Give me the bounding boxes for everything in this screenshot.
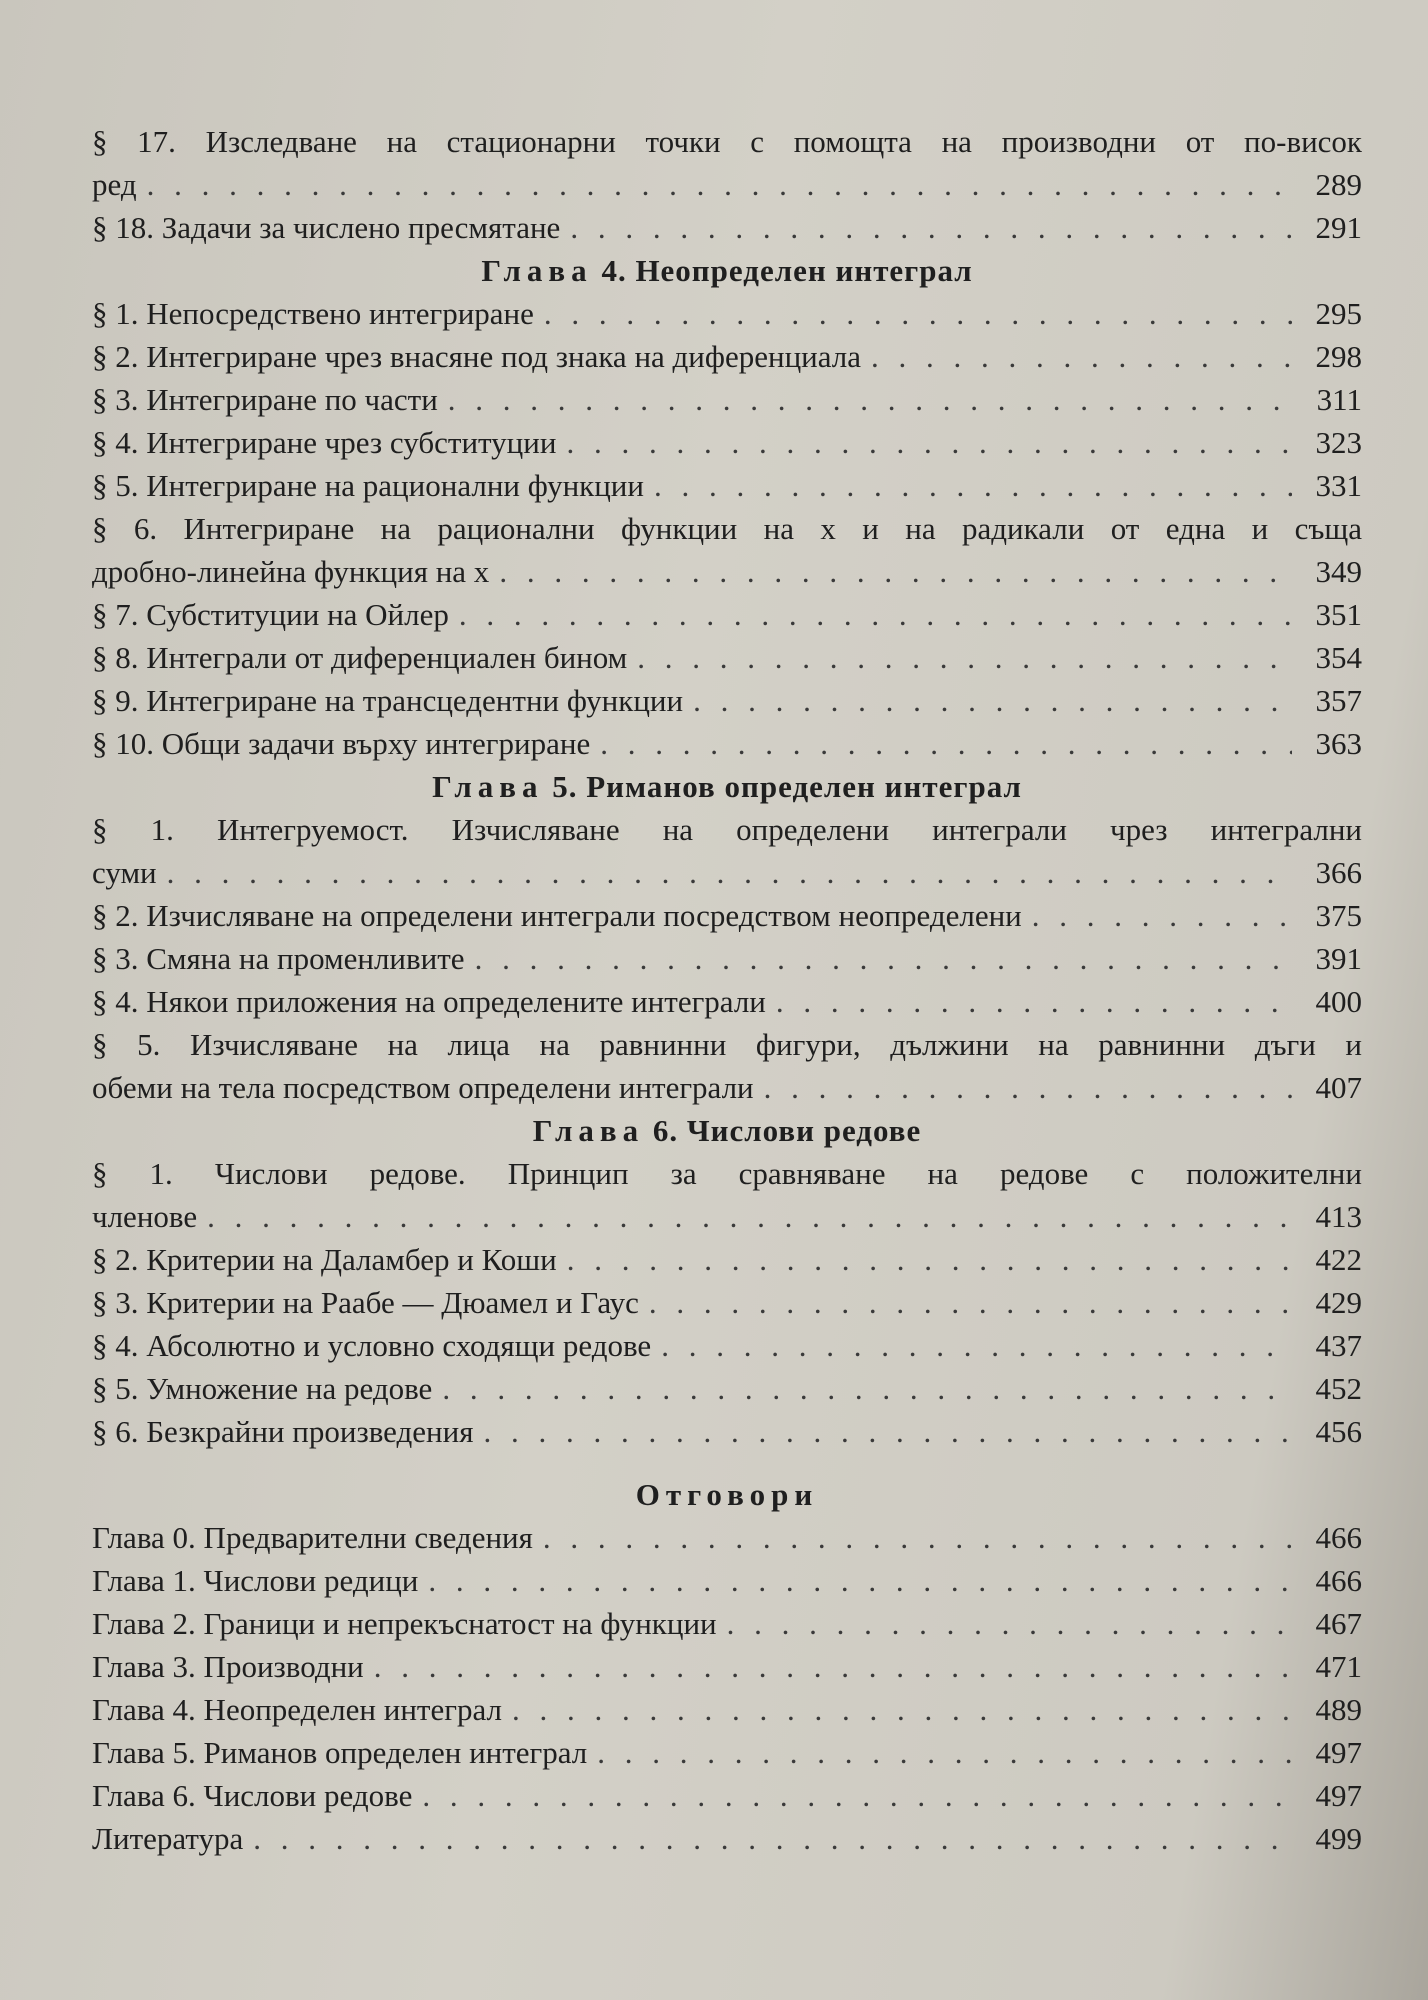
leader-dots [597, 1731, 1292, 1774]
toc-entry-text: § 5. Интегриране на рационални функции [92, 468, 644, 503]
toc-page-number: 351 [1315, 597, 1362, 632]
toc-page-number: 466 [1315, 1563, 1362, 1598]
leader-dots [871, 335, 1292, 378]
toc-page-number: 354 [1315, 640, 1362, 675]
leader-dots [566, 421, 1292, 464]
toc-entry-text: § 8. Интеграли от диференциален бином [92, 640, 628, 675]
toc-entry [92, 1367, 1362, 1410]
toc-entry-text: Глава 6. Числови редове [92, 1778, 413, 1813]
toc-entry-text: § 2. Критерии на Даламбер и Коши [92, 1242, 557, 1277]
table-of-contents [92, 120, 1362, 1860]
toc-entry-text: § 2. Интегриране чрез внасяне под знака на диференциала [92, 339, 862, 374]
leader-dots [428, 1559, 1292, 1602]
toc-entry-text: § 7. Субституции на Ойлер [92, 597, 449, 632]
toc-entry-continuation [92, 851, 1362, 894]
chapter-heading [92, 765, 1362, 808]
toc-entry [92, 1602, 1362, 1645]
toc-entry [92, 1516, 1362, 1559]
leader-dots [543, 1516, 1292, 1559]
leader-dots [459, 593, 1292, 636]
toc-entry-text: § 9. Интегриране на трансцедентни функции [92, 683, 684, 718]
leader-dots [567, 1238, 1292, 1281]
leader-dots [661, 1324, 1292, 1367]
toc-page-number: 422 [1315, 1242, 1362, 1277]
toc-page-number: 497 [1315, 1735, 1362, 1770]
toc-page-number: 437 [1315, 1328, 1362, 1363]
leader-dots [776, 980, 1292, 1023]
leader-dots [544, 292, 1292, 335]
toc-entry [92, 378, 1362, 421]
toc-page-number: 363 [1315, 726, 1362, 761]
toc-entry [92, 1559, 1362, 1602]
toc-page-number: 331 [1315, 468, 1362, 503]
toc-page-number: 471 [1315, 1649, 1362, 1684]
toc-page-number: 497 [1315, 1778, 1362, 1813]
toc-entry-text: обеми на тела посредством определени интеграли [92, 1070, 754, 1105]
leader-dots [167, 851, 1292, 894]
leader-dots [422, 1774, 1292, 1817]
leader-dots [649, 1281, 1292, 1324]
toc-entry-text: членове [92, 1199, 198, 1234]
chapter-title: Числови редове [686, 1113, 922, 1148]
toc-entry [92, 206, 1362, 249]
toc-page-number: 400 [1315, 984, 1362, 1019]
toc-entry-text: Глава 2. Граници и непрекъснатост на функции [92, 1606, 717, 1641]
toc-entry [92, 464, 1362, 507]
toc-entry-text: § 10. Общи задачи върху интегриране [92, 726, 591, 761]
toc-entry [92, 636, 1362, 679]
toc-entry [92, 1281, 1362, 1324]
leader-dots [442, 1367, 1292, 1410]
leader-dots [1032, 894, 1292, 937]
toc-entry [92, 421, 1362, 464]
toc-entry-text: § 6. Интегриране на рационални функции на x и на радикали от една и съща [92, 511, 1362, 546]
toc-page-number: 349 [1315, 554, 1362, 589]
toc-entry [92, 1774, 1362, 1817]
chapter-title: Отговори [635, 1477, 819, 1512]
toc-page-number: 311 [1316, 382, 1362, 417]
chapter-word: Глава [432, 769, 544, 804]
chapter-number: 6. [652, 1113, 679, 1148]
toc-entry-text: Глава 3. Производни [92, 1649, 364, 1684]
toc-entry [92, 335, 1362, 378]
toc-page-number: 323 [1315, 425, 1362, 460]
toc-entry-text: § 4. Интегриране чрез субституции [92, 425, 557, 460]
toc-page-number: 407 [1315, 1070, 1362, 1105]
leader-dots [637, 636, 1292, 679]
toc-entry [92, 593, 1362, 636]
toc-page-number: 429 [1315, 1285, 1362, 1320]
toc-page-number: 291 [1315, 210, 1362, 245]
toc-page-number: 413 [1315, 1199, 1362, 1234]
toc-entry-continuation [92, 163, 1362, 206]
toc-entry-text: § 3. Критерии на Раабе — Дюамел и Гаус [92, 1285, 639, 1320]
toc-entry [92, 937, 1362, 980]
toc-entry [92, 1688, 1362, 1731]
toc-entry [92, 1023, 1362, 1066]
chapter-title: Риманов определен интеграл [586, 769, 1022, 804]
leader-dots [693, 679, 1292, 722]
leader-dots [483, 1410, 1292, 1453]
toc-entry [92, 808, 1362, 851]
toc-entry-text: Глава 0. Предварителни сведения [92, 1520, 533, 1555]
leader-dots [207, 1195, 1292, 1238]
toc-entry-text: ред [92, 167, 137, 202]
leader-dots [764, 1066, 1292, 1109]
toc-entry-text: § 1. Интегруемост. Изчисляване на определени интеграли чрез интегрални [92, 812, 1362, 847]
toc-page-number: 391 [1315, 941, 1362, 976]
toc-page-number: 289 [1315, 167, 1362, 202]
toc-entry-continuation [92, 550, 1362, 593]
toc-entry [92, 980, 1362, 1023]
toc-entry-text: Глава 4. Неопределен интеграл [92, 1692, 502, 1727]
leader-dots [147, 163, 1292, 206]
toc-page-number: 456 [1315, 1414, 1362, 1449]
toc-entry-text: § 6. Безкрайни произведения [92, 1414, 474, 1449]
toc-entry-continuation [92, 1066, 1362, 1109]
toc-page-number: 298 [1315, 339, 1362, 374]
toc-entry-continuation [92, 1195, 1362, 1238]
toc-entry-text: дробно-линейна функция на x [92, 554, 490, 589]
chapter-word: Глава [532, 1113, 645, 1148]
chapter-heading [92, 249, 1362, 292]
toc-entry-text: Литература [92, 1821, 244, 1856]
toc-page-number: 295 [1315, 296, 1362, 331]
toc-entry-text: § 3. Интегриране по части [92, 382, 438, 417]
chapter-heading [92, 1109, 1362, 1152]
toc-entry-text: Глава 1. Числови редици [92, 1563, 419, 1598]
leader-dots [600, 722, 1292, 765]
toc-entry-text: § 1. Непосредствено интегриране [92, 296, 534, 331]
toc-page-number: 375 [1315, 898, 1362, 933]
toc-entry [92, 1410, 1362, 1453]
chapter-word: Глава [481, 253, 593, 288]
toc-page-number: 489 [1315, 1692, 1362, 1727]
chapter-number: 4. [601, 253, 627, 288]
toc-page-number: 452 [1315, 1371, 1362, 1406]
chapter-number: 5. [552, 769, 578, 804]
toc-entry-text: § 4. Абсолютно и условно сходящи редове [92, 1328, 652, 1363]
toc-entry [92, 679, 1362, 722]
toc-entry [92, 1152, 1362, 1195]
toc-entry-text: § 5. Изчисляване на лица на равнинни фигури, дължини на равнинни дъги и [92, 1027, 1362, 1062]
leader-dots [253, 1817, 1292, 1860]
leader-dots [475, 937, 1292, 980]
toc-entry [92, 722, 1362, 765]
toc-page-number: 466 [1315, 1520, 1362, 1555]
chapter-title: Неопределен интеграл [635, 253, 973, 288]
chapter-heading [92, 1473, 1362, 1516]
leader-dots [727, 1602, 1292, 1645]
toc-entry-text: § 18. Задачи за числено пресмятане [92, 210, 561, 245]
toc-entry-text: суми [92, 855, 157, 890]
toc-entry-text: § 3. Смяна на променливите [92, 941, 465, 976]
toc-entry [92, 1817, 1362, 1860]
leader-dots [374, 1645, 1292, 1688]
leader-dots [499, 550, 1292, 593]
toc-entry-text: Глава 5. Риманов определен интеграл [92, 1735, 588, 1770]
toc-entry [92, 120, 1362, 163]
leader-dots [654, 464, 1292, 507]
toc-entry-text: § 4. Някои приложения на определените интеграли [92, 984, 766, 1019]
toc-entry-text: § 1. Числови редове. Принцип за сравняване на редове с положителни [92, 1156, 1362, 1191]
toc-entry-text: § 17. Изследване на стационарни точки с помощта на производни от по-висок [92, 124, 1362, 159]
toc-page-number: 499 [1315, 1821, 1362, 1856]
leader-dots [570, 206, 1292, 249]
toc-entry [92, 1731, 1362, 1774]
toc-entry [92, 1645, 1362, 1688]
leader-dots [448, 378, 1292, 421]
toc-entry [92, 292, 1362, 335]
toc-page-number: 357 [1315, 683, 1362, 718]
toc-entry-text: § 5. Умножение на редове [92, 1371, 433, 1406]
toc-entry-text: § 2. Изчисляване на определени интеграли посредством неопределени [92, 898, 1022, 933]
toc-entry [92, 1324, 1362, 1367]
toc-entry [92, 507, 1362, 550]
toc-entry [92, 1238, 1362, 1281]
leader-dots [512, 1688, 1292, 1731]
toc-page-number: 366 [1315, 855, 1362, 890]
toc-entry [92, 894, 1362, 937]
toc-page-number: 467 [1315, 1606, 1362, 1641]
